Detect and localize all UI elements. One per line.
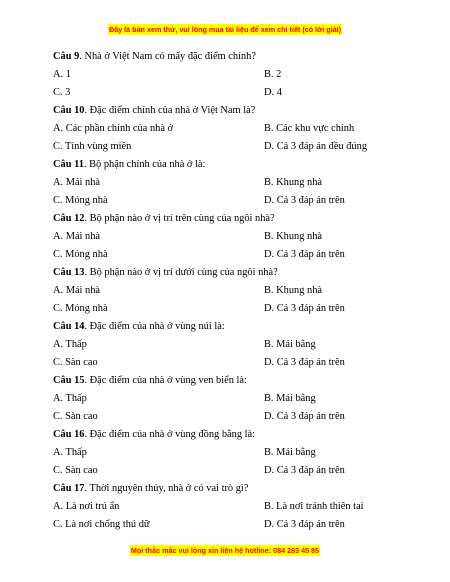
answer-option-b: B. Là nơi tránh thiên tai bbox=[264, 501, 364, 512]
answer-option-d: D. Cả 3 đáp án trên bbox=[264, 195, 345, 206]
answer-option-c: C. Sàn cao bbox=[53, 465, 98, 476]
answer-option-a: A. Thấp bbox=[53, 339, 87, 350]
answer-row bbox=[53, 408, 423, 426]
answer-option-a: A. Các phần chính của nhà ở bbox=[53, 123, 174, 134]
answer-option-d: D. Cả 3 đáp án trên bbox=[264, 519, 345, 530]
question-prompt: . Bộ phận nào ở vị trí dưới cùng của ngôi nhà? bbox=[84, 267, 278, 278]
question-text bbox=[53, 426, 423, 444]
answer-option-a: A. Mái nhà bbox=[53, 231, 101, 242]
answer-row bbox=[53, 354, 423, 372]
answer-option-a: A. Thấp bbox=[53, 393, 87, 404]
answer-row bbox=[53, 300, 423, 318]
hotline-text: Mọi thắc mắc vui lòng xin liên hệ hotline: 084 283 45 85 bbox=[130, 546, 320, 555]
answer-option-c: C. Móng nhà bbox=[53, 249, 108, 260]
answer-option-d: D. Cả 3 đáp án trên bbox=[264, 411, 345, 422]
question-number: Câu 17 bbox=[53, 483, 85, 494]
question-list bbox=[53, 48, 423, 534]
question-number: Câu 15 bbox=[53, 375, 85, 386]
answer-option-c: C. Móng nhà bbox=[53, 195, 108, 206]
answer-option-d: D. Cả 3 đáp án trên bbox=[264, 249, 345, 260]
answer-option-b: B. Mái bằng bbox=[264, 339, 316, 350]
answer-row bbox=[53, 498, 423, 516]
answer-row bbox=[53, 282, 423, 300]
answer-row bbox=[53, 516, 423, 534]
answer-option-b: B. Mái bằng bbox=[264, 393, 316, 404]
preview-notice-banner bbox=[0, 25, 450, 34]
answer-option-a: A. Mái nhà bbox=[53, 285, 101, 296]
question-text bbox=[53, 48, 423, 66]
hotline-banner bbox=[0, 546, 450, 555]
answer-option-b: B. Các khu vực chính bbox=[264, 123, 355, 134]
answer-option-a: A. Mái nhà bbox=[53, 177, 101, 188]
question-block bbox=[53, 372, 423, 426]
answer-row bbox=[53, 66, 423, 84]
answer-option-c: C. Sàn cao bbox=[53, 357, 98, 368]
question-text bbox=[53, 480, 423, 498]
answer-row bbox=[53, 84, 423, 102]
question-block bbox=[53, 210, 423, 264]
answer-option-d: D. 4 bbox=[264, 87, 282, 98]
question-prompt: . Đặc điểm của nhà ở vùng ven biển là: bbox=[84, 375, 247, 386]
question-text bbox=[53, 318, 423, 336]
question-prompt: . Đặc điểm của nhà ở vùng núi là: bbox=[84, 321, 225, 332]
answer-row bbox=[53, 120, 423, 138]
question-text bbox=[53, 156, 423, 174]
answer-row bbox=[53, 246, 423, 264]
answer-option-d: D. Cả 3 đáp án trên bbox=[264, 357, 345, 368]
answer-option-b: B. Mái bằng bbox=[264, 447, 316, 458]
answer-option-c: C. 3 bbox=[53, 87, 71, 98]
question-prompt: . Thời nguyên thủy, nhà ở có vai trò gì? bbox=[84, 483, 249, 494]
question-prompt: . Đặc điểm của nhà ở vùng đồng bằng là: bbox=[84, 429, 256, 440]
question-block bbox=[53, 48, 423, 102]
question-text bbox=[53, 372, 423, 390]
question-prompt: . Đặc điểm chính của nhà ở Việt Nam là? bbox=[84, 105, 256, 116]
question-block bbox=[53, 480, 423, 534]
answer-option-b: B. 2 bbox=[264, 69, 282, 80]
answer-option-c: C. Sàn cao bbox=[53, 411, 98, 422]
answer-option-b: B. Khung nhà bbox=[264, 231, 323, 242]
answer-option-b: B. Khung nhà bbox=[264, 285, 323, 296]
answer-option-c: C. Tính vùng miền bbox=[53, 141, 132, 152]
answer-option-a: A. Thấp bbox=[53, 447, 87, 458]
answer-option-a: A. 1 bbox=[53, 69, 71, 80]
question-prompt: . Nhà ở Việt Nam có mấy đặc điểm chính? bbox=[79, 51, 256, 62]
answer-row bbox=[53, 444, 423, 462]
question-block bbox=[53, 318, 423, 372]
preview-notice-text: Đây là bản xem thử, vui lòng mua tài liệu để xem chi tiết (có lời giải) bbox=[109, 25, 341, 34]
answer-row bbox=[53, 336, 423, 354]
question-text bbox=[53, 102, 423, 120]
question-block bbox=[53, 426, 423, 480]
answer-option-a: A. Là nơi trú ẩn bbox=[53, 501, 120, 512]
question-text bbox=[53, 210, 423, 228]
question-number: Câu 12 bbox=[53, 213, 85, 224]
question-number: Câu 9 bbox=[53, 51, 80, 62]
question-prompt: . Bộ phận chính của nhà ở là: bbox=[83, 159, 206, 170]
answer-row bbox=[53, 174, 423, 192]
answer-row bbox=[53, 192, 423, 210]
answer-option-d: D. Cả 3 đáp án đều đúng bbox=[264, 141, 368, 152]
question-number: Câu 13 bbox=[53, 267, 85, 278]
answer-option-d: D. Cả 3 đáp án trên bbox=[264, 465, 345, 476]
question-block bbox=[53, 156, 423, 210]
question-block bbox=[53, 102, 423, 156]
question-number: Câu 14 bbox=[53, 321, 85, 332]
question-prompt: . Bộ phận nào ở vị trí trên cùng của ngôi nhà? bbox=[84, 213, 275, 224]
question-block bbox=[53, 264, 423, 318]
answer-row bbox=[53, 390, 423, 408]
answer-row bbox=[53, 228, 423, 246]
answer-option-d: D. Cả 3 đáp án trên bbox=[264, 303, 345, 314]
question-number: Câu 16 bbox=[53, 429, 85, 440]
question-text bbox=[53, 264, 423, 282]
answer-option-b: B. Khung nhà bbox=[264, 177, 323, 188]
answer-row bbox=[53, 462, 423, 480]
question-number: Câu 10 bbox=[53, 105, 85, 116]
answer-option-c: C. Là nơi chống thú dữ bbox=[53, 519, 150, 530]
answer-option-c: C. Móng nhà bbox=[53, 303, 108, 314]
answer-row bbox=[53, 138, 423, 156]
question-number: Câu 11 bbox=[53, 159, 84, 170]
